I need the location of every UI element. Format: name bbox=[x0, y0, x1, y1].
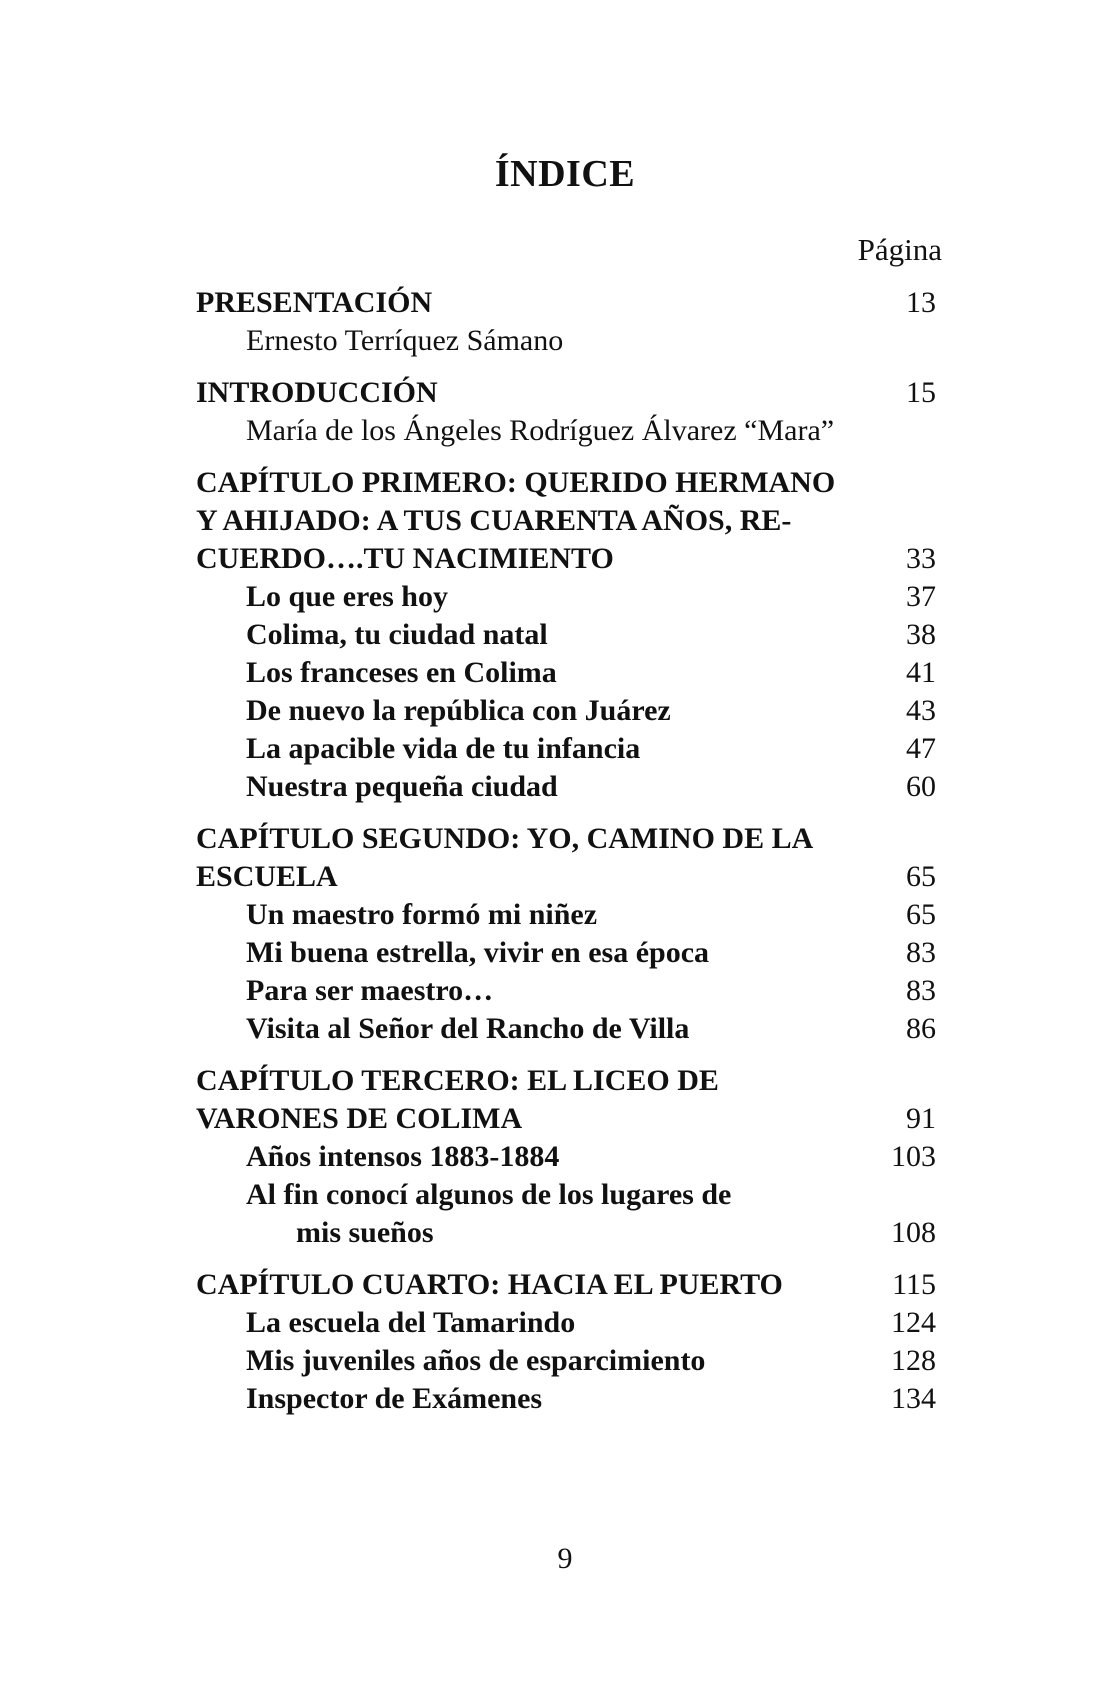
toc-entry-text: Visita al Señor del Rancho de Villa bbox=[246, 1012, 690, 1045]
toc-section bbox=[196, 1062, 936, 1252]
toc-heading-text: VARONES DE COLIMA bbox=[196, 1102, 523, 1135]
toc-entry-page: 37 bbox=[906, 580, 936, 613]
toc-author bbox=[196, 412, 936, 450]
toc-entry-text: Al fin conocí algunos de los lugares de bbox=[246, 1178, 732, 1211]
toc-heading-line bbox=[196, 1266, 936, 1304]
toc-entry-text: mis sueños bbox=[296, 1216, 434, 1249]
toc-author bbox=[196, 322, 936, 360]
toc-heading-line bbox=[196, 464, 936, 502]
toc-heading-line bbox=[196, 284, 936, 322]
toc-heading-line bbox=[196, 858, 936, 896]
toc-entry-page: 38 bbox=[906, 618, 936, 651]
toc-entry-page: 134 bbox=[891, 1382, 936, 1415]
toc-entry bbox=[196, 1176, 936, 1214]
toc-entry bbox=[196, 768, 936, 806]
toc-section bbox=[196, 284, 936, 360]
toc-entry-page: 103 bbox=[891, 1140, 936, 1173]
toc-entry bbox=[196, 934, 936, 972]
toc-entry-text: Un maestro formó mi niñez bbox=[246, 898, 598, 931]
toc-heading-line bbox=[196, 374, 936, 412]
toc-heading-line bbox=[196, 820, 936, 858]
toc-entry bbox=[196, 1214, 936, 1252]
toc-section bbox=[196, 374, 936, 450]
toc-entry-page: 60 bbox=[906, 770, 936, 803]
toc-heading-page: 33 bbox=[906, 542, 936, 575]
toc-heading-page: 115 bbox=[892, 1268, 936, 1301]
toc-section bbox=[196, 1266, 936, 1418]
toc-entry-page: 65 bbox=[906, 898, 936, 931]
toc-entry-page: 83 bbox=[906, 974, 936, 1007]
toc-author-text: Ernesto Terríquez Sámano bbox=[246, 324, 564, 357]
page-column-label: Página bbox=[857, 232, 942, 267]
toc-entry-page: 83 bbox=[906, 936, 936, 969]
toc-entry-text: Años intensos 1883-1884 bbox=[246, 1140, 560, 1173]
toc-entry bbox=[196, 896, 936, 934]
toc-entry-page: 124 bbox=[891, 1306, 936, 1339]
toc-entry-page: 108 bbox=[891, 1216, 936, 1249]
toc-entry-page: 43 bbox=[906, 694, 936, 727]
toc-heading-line bbox=[196, 1100, 936, 1138]
toc-heading-page: 91 bbox=[906, 1102, 936, 1135]
toc-heading-line bbox=[196, 1062, 936, 1100]
toc-entry-text: Para ser maestro… bbox=[246, 974, 494, 1007]
page-title: ÍNDICE bbox=[494, 153, 636, 195]
toc-entry bbox=[196, 654, 936, 692]
toc-heading-page: 13 bbox=[906, 286, 936, 319]
toc-entry-text: Mi buena estrella, vivir en esa época bbox=[246, 936, 710, 969]
toc-heading-text: ESCUELA bbox=[196, 860, 338, 893]
toc-section bbox=[196, 464, 936, 806]
toc-heading-text: PRESENTACIÓN bbox=[196, 286, 433, 319]
toc-entry-text: Inspector de Exámenes bbox=[246, 1382, 543, 1415]
toc-entry bbox=[196, 692, 936, 730]
page-number: 9 bbox=[557, 1542, 573, 1575]
toc-entry-page: 47 bbox=[906, 732, 936, 765]
toc-entry bbox=[196, 1342, 936, 1380]
toc-entry bbox=[196, 972, 936, 1010]
toc-entry bbox=[196, 1304, 936, 1342]
toc-heading-page: 15 bbox=[906, 376, 936, 409]
toc-entry-text: Colima, tu ciudad natal bbox=[246, 618, 548, 651]
toc-heading-text: INTRODUCCIÓN bbox=[196, 376, 438, 409]
toc-heading-text: CAPÍTULO CUARTO: HACIA EL PUERTO bbox=[196, 1268, 783, 1301]
toc-entry-text: Nuestra pequeña ciudad bbox=[246, 770, 558, 803]
toc-heading-text: CAPÍTULO TERCERO: EL LICEO DE bbox=[196, 1064, 719, 1097]
toc-entry-text: La apacible vida de tu infancia bbox=[246, 732, 641, 765]
toc-entry-page: 41 bbox=[906, 656, 936, 689]
toc-section bbox=[196, 820, 936, 1048]
toc-entry bbox=[196, 578, 936, 616]
toc-entry-text: Mis juveniles años de esparcimiento bbox=[246, 1344, 706, 1377]
toc-entry-page: 86 bbox=[906, 1012, 936, 1045]
toc-heading-text: Y AHIJADO: A TUS CUARENTA AÑOS, RE- bbox=[196, 504, 792, 537]
toc-entry bbox=[196, 1380, 936, 1418]
toc-heading-line bbox=[196, 540, 936, 578]
toc-heading-page: 65 bbox=[906, 860, 936, 893]
toc-entry-text: Lo que eres hoy bbox=[246, 580, 448, 613]
toc-entry-text: De nuevo la república con Juárez bbox=[246, 694, 671, 727]
toc-entry-text: La escuela del Tamarindo bbox=[246, 1306, 576, 1339]
table-of-contents bbox=[196, 284, 936, 1432]
toc-heading-text: CAPÍTULO PRIMERO: QUERIDO HERMANO bbox=[196, 466, 836, 499]
toc-heading-text: CUERDO….TU NACIMIENTO bbox=[196, 542, 614, 575]
toc-entry-text: Los franceses en Colima bbox=[246, 656, 557, 689]
toc-entry bbox=[196, 730, 936, 768]
toc-author-text: María de los Ángeles Rodríguez Álvarez “Mara” bbox=[246, 414, 835, 447]
toc-entry bbox=[196, 1010, 936, 1048]
toc-entry bbox=[196, 1138, 936, 1176]
toc-entry bbox=[196, 616, 936, 654]
toc-entry-page: 128 bbox=[891, 1344, 936, 1377]
toc-heading-line bbox=[196, 502, 936, 540]
toc-heading-text: CAPÍTULO SEGUNDO: YO, CAMINO DE LA bbox=[196, 822, 814, 855]
